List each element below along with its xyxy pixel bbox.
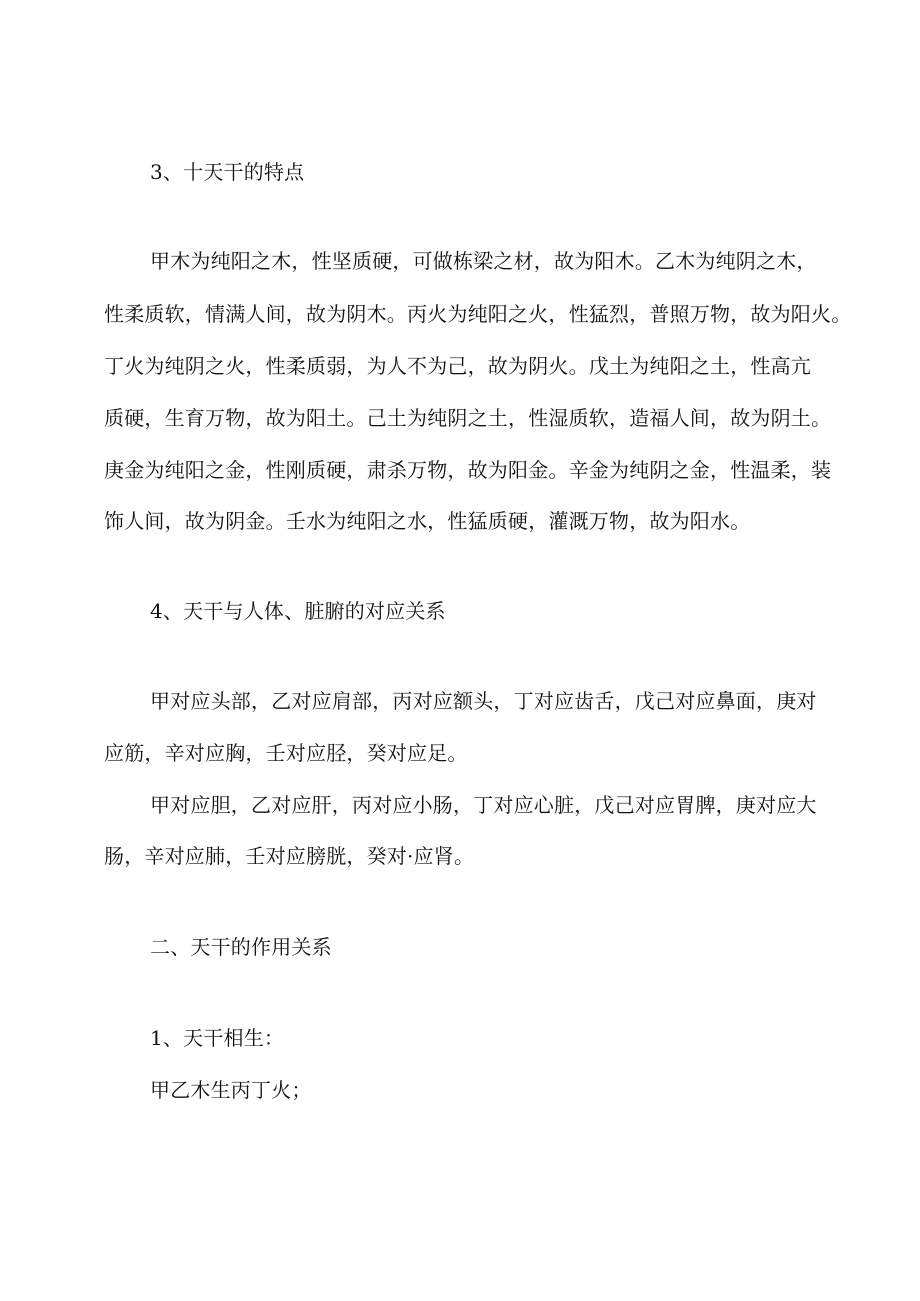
paragraph-line: 肠，辛对应肺，壬对应膀胱，癸对·应肾。 bbox=[104, 844, 475, 868]
subsection-heading-stems-generation: 1、天干相生： bbox=[150, 1026, 285, 1050]
paragraph-line: 应筋，辛对应胸，壬对应胫，癸对应足。 bbox=[104, 741, 468, 765]
section-heading-ten-stems-traits: 3、十天干的特点 bbox=[150, 160, 305, 184]
paragraph-line: 甲对应胆，乙对应肝，丙对应小肠，丁对应心脏，戊己对应胃脾，庚对应大 bbox=[150, 793, 817, 817]
paragraph-line: 性柔质软，情满人间，故为阴木。丙火为纯阳之火，性猛烈，普照万物，故为阳火。 bbox=[104, 302, 852, 326]
section-heading-stems-body-organs: 4、天干与人体、脏腑的对应关系 bbox=[150, 599, 446, 623]
paragraph-line: 庚金为纯阳之金，性刚质硬，肃杀万物，故为阳金。辛金为纯阴之金，性温柔，装 bbox=[104, 458, 832, 482]
section-heading-stems-interaction: 二、天干的作用关系 bbox=[150, 935, 332, 959]
paragraph-line: 丁火为纯阴之火，性柔质弱，为人不为己，故为阴火。戊土为纯阳之土，性高亢 bbox=[104, 354, 811, 378]
paragraph-line: 甲乙木生丙丁火； bbox=[150, 1078, 312, 1102]
paragraph-line: 甲对应头部，乙对应肩部，丙对应额头，丁对应齿舌，戊己对应鼻面，庚对 bbox=[150, 689, 817, 713]
paragraph-line: 甲木为纯阳之木，性坚质硬，可做栋梁之材，故为阳木。乙木为纯阴之木， bbox=[150, 249, 817, 273]
paragraph-line: 质硬，生育万物，故为阳土。己土为纯阴之土，性湿质软，造福人间，故为阴土。 bbox=[104, 406, 832, 430]
paragraph-line: 饰人间，故为阴金。壬水为纯阳之水，性猛质硬，灌溉万物，故为阳水。 bbox=[104, 509, 751, 533]
